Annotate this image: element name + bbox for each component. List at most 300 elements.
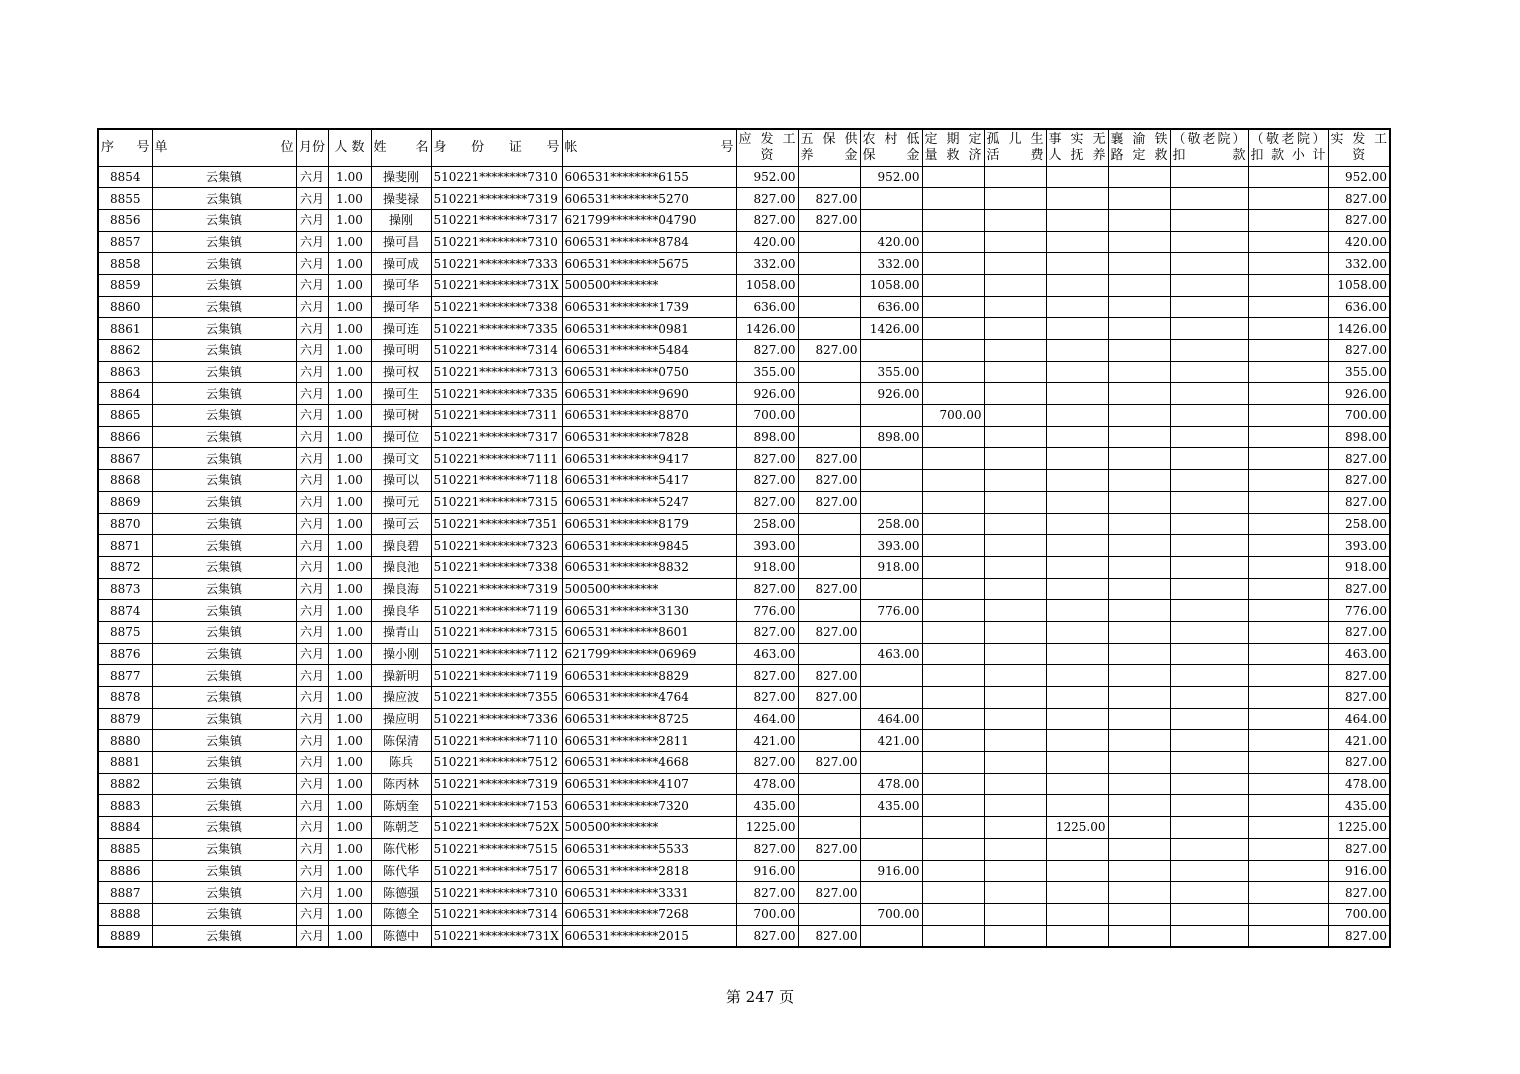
table-cell: [1108, 643, 1170, 665]
table-cell: 云集镇: [152, 752, 296, 774]
table-cell: 1.00: [328, 860, 371, 882]
table-cell: 8866: [98, 426, 152, 448]
table-cell: [1248, 903, 1328, 925]
table-cell: 510221********7319: [431, 578, 562, 600]
column-header: [1170, 129, 1248, 166]
table-cell: 8887: [98, 882, 152, 904]
column-header: [1046, 129, 1108, 166]
table-cell: 六月: [296, 643, 328, 665]
table-cell: [984, 426, 1046, 448]
table-cell: 操应明: [371, 708, 431, 730]
table-cell: 952.00: [860, 166, 922, 188]
table-cell: [1046, 860, 1108, 882]
table-cell: [1248, 405, 1328, 427]
table-cell: [1248, 188, 1328, 210]
table-row: [98, 383, 1390, 405]
table-cell: 8862: [98, 340, 152, 362]
table-cell: [984, 817, 1046, 839]
table-cell: 510221********7512: [431, 752, 562, 774]
table-row: [98, 708, 1390, 730]
table-cell: 8861: [98, 318, 152, 340]
table-row: [98, 513, 1390, 535]
table-cell: [1248, 773, 1328, 795]
table-cell: 操良海: [371, 578, 431, 600]
table-cell: [922, 578, 984, 600]
table-cell: 606531********8784: [562, 231, 736, 253]
table-cell: [1248, 209, 1328, 231]
column-header-label: 帐: [564, 139, 578, 155]
table-cell: [1108, 665, 1170, 687]
table-cell: [1248, 166, 1328, 188]
table-cell: [798, 383, 860, 405]
table-cell: [1170, 621, 1248, 643]
table-cell: [1248, 817, 1328, 839]
table-cell: [922, 491, 984, 513]
column-header-label: 扣 款: [1172, 147, 1246, 163]
table-cell: 六月: [296, 426, 328, 448]
table-cell: 8856: [98, 209, 152, 231]
table-cell: [1170, 188, 1248, 210]
table-cell: 827.00: [1328, 882, 1390, 904]
table-cell: [1108, 838, 1170, 860]
table-cell: [1046, 209, 1108, 231]
table-cell: [860, 578, 922, 600]
column-header-label: 事 实 无: [1048, 131, 1106, 147]
table-cell: 云集镇: [152, 405, 296, 427]
table-cell: 435.00: [1328, 795, 1390, 817]
table-cell: 8868: [98, 470, 152, 492]
column-header-label: 身: [433, 139, 447, 155]
table-cell: 云集镇: [152, 513, 296, 535]
table-cell: [1046, 535, 1108, 557]
table-cell: 8864: [98, 383, 152, 405]
table-cell: [922, 665, 984, 687]
table-cell: 六月: [296, 687, 328, 709]
table-header: [98, 129, 1390, 166]
table-cell: 606531********4107: [562, 773, 736, 795]
table-cell: [1170, 600, 1248, 622]
table-cell: 操可成: [371, 253, 431, 275]
table-cell: [1046, 708, 1108, 730]
table-cell: 云集镇: [152, 383, 296, 405]
table-cell: [1170, 882, 1248, 904]
column-header-label: 号: [546, 139, 560, 155]
table-cell: [1170, 535, 1248, 557]
table-cell: [1046, 621, 1108, 643]
table-cell: 8886: [98, 860, 152, 882]
table-cell: 1.00: [328, 188, 371, 210]
table-cell: [1170, 817, 1248, 839]
table-cell: [984, 903, 1046, 925]
table-cell: 1.00: [328, 448, 371, 470]
table-cell: 606531********5533: [562, 838, 736, 860]
table-cell: 606531********5417: [562, 470, 736, 492]
table-cell: [860, 752, 922, 774]
table-cell: 操可元: [371, 491, 431, 513]
table-cell: 8854: [98, 166, 152, 188]
table-cell: 464.00: [860, 708, 922, 730]
table-cell: 510221********7314: [431, 903, 562, 925]
table-cell: [922, 752, 984, 774]
table-cell: [1170, 361, 1248, 383]
table-cell: [1170, 903, 1248, 925]
table-cell: 918.00: [1328, 556, 1390, 578]
table-cell: 陈代华: [371, 860, 431, 882]
table-cell: 1426.00: [736, 318, 798, 340]
table-cell: [1248, 274, 1328, 296]
table-cell: [798, 903, 860, 925]
table-cell: 926.00: [1328, 383, 1390, 405]
table-cell: 六月: [296, 882, 328, 904]
table-cell: [1046, 188, 1108, 210]
table-cell: 1.00: [328, 903, 371, 925]
table-cell: [798, 405, 860, 427]
table-cell: [922, 231, 984, 253]
table-row: [98, 188, 1390, 210]
table-cell: [1046, 426, 1108, 448]
page-number: 247: [745, 988, 775, 1006]
table-cell: [984, 925, 1046, 947]
table-cell: [922, 621, 984, 643]
table-cell: 操青山: [371, 621, 431, 643]
table-cell: [984, 405, 1046, 427]
table-cell: [1108, 621, 1170, 643]
table-cell: [1170, 209, 1248, 231]
table-cell: [1108, 795, 1170, 817]
table-cell: 827.00: [1328, 621, 1390, 643]
table-cell: [1248, 340, 1328, 362]
table-cell: [860, 838, 922, 860]
table-cell: [1108, 817, 1170, 839]
table-row: [98, 274, 1390, 296]
table-row: [98, 166, 1390, 188]
table-cell: 606531********4764: [562, 687, 736, 709]
table-cell: 云集镇: [152, 470, 296, 492]
column-header-label: 农 村 低: [862, 131, 920, 147]
table-cell: [798, 773, 860, 795]
table-cell: [1108, 752, 1170, 774]
table-cell: 510221********7110: [431, 730, 562, 752]
table-cell: 606531********0750: [562, 361, 736, 383]
table-cell: 1.00: [328, 643, 371, 665]
table-cell: 510221********7335: [431, 318, 562, 340]
table-cell: 1058.00: [736, 274, 798, 296]
table-row: [98, 296, 1390, 318]
table-cell: 827.00: [798, 448, 860, 470]
table-cell: 827.00: [736, 578, 798, 600]
table-cell: [984, 448, 1046, 470]
table-cell: [922, 795, 984, 817]
table-cell: [1108, 730, 1170, 752]
table-cell: 8875: [98, 621, 152, 643]
table-cell: 827.00: [736, 209, 798, 231]
table-cell: 510221********7319: [431, 773, 562, 795]
table-cell: 1426.00: [860, 318, 922, 340]
table-cell: 926.00: [736, 383, 798, 405]
table-cell: [1108, 903, 1170, 925]
column-header: [328, 129, 371, 166]
table-cell: 云集镇: [152, 188, 296, 210]
table-cell: [1248, 621, 1328, 643]
table-cell: 827.00: [736, 882, 798, 904]
table-cell: [798, 513, 860, 535]
table-cell: 510221********7338: [431, 296, 562, 318]
table-cell: 六月: [296, 730, 328, 752]
table-cell: 8860: [98, 296, 152, 318]
table-cell: 1.00: [328, 535, 371, 557]
table-cell: [1046, 340, 1108, 362]
column-header: [1248, 129, 1328, 166]
table-cell: 827.00: [798, 621, 860, 643]
table-cell: 操可以: [371, 470, 431, 492]
table-cell: 606531********8601: [562, 621, 736, 643]
table-cell: 1.00: [328, 600, 371, 622]
table-cell: 510221********7336: [431, 708, 562, 730]
table-cell: 六月: [296, 600, 328, 622]
table-cell: 827.00: [798, 578, 860, 600]
table-cell: 916.00: [736, 860, 798, 882]
table-row: [98, 621, 1390, 643]
table-cell: [1108, 296, 1170, 318]
table-cell: 621799********06969: [562, 643, 736, 665]
table-cell: [860, 209, 922, 231]
table-cell: 1.00: [328, 274, 371, 296]
table-cell: 827.00: [1328, 578, 1390, 600]
table-cell: 1.00: [328, 556, 371, 578]
table-cell: [1046, 882, 1108, 904]
table-cell: [1170, 318, 1248, 340]
table-cell: [984, 209, 1046, 231]
table-cell: 1426.00: [1328, 318, 1390, 340]
table-cell: 827.00: [736, 687, 798, 709]
table-cell: 393.00: [860, 535, 922, 557]
table-cell: 六月: [296, 253, 328, 275]
table-cell: 六月: [296, 448, 328, 470]
table-cell: [922, 882, 984, 904]
table-cell: [1108, 231, 1170, 253]
table-cell: [798, 361, 860, 383]
table-cell: [798, 535, 860, 557]
table-row: [98, 253, 1390, 275]
table-cell: 操刚: [371, 209, 431, 231]
column-header-label: 位: [280, 139, 294, 155]
table-cell: 操可连: [371, 318, 431, 340]
table-cell: 510221********7351: [431, 513, 562, 535]
table-cell: 606531********9690: [562, 383, 736, 405]
table-row: [98, 752, 1390, 774]
table-cell: 700.00: [1328, 405, 1390, 427]
table-cell: 435.00: [736, 795, 798, 817]
table-cell: [1170, 643, 1248, 665]
table-cell: 827.00: [736, 752, 798, 774]
table-cell: 510221********7333: [431, 253, 562, 275]
table-cell: 8878: [98, 687, 152, 709]
table-cell: 1.00: [328, 621, 371, 643]
column-header-label: 量 救 济: [924, 147, 982, 163]
table-cell: 云集镇: [152, 838, 296, 860]
table-cell: 776.00: [1328, 600, 1390, 622]
table-cell: [1248, 925, 1328, 947]
table-cell: [798, 730, 860, 752]
column-header-label: （敬老院）: [1250, 131, 1326, 147]
table-cell: 六月: [296, 405, 328, 427]
table-cell: [1108, 535, 1170, 557]
table-cell: 8872: [98, 556, 152, 578]
table-cell: 918.00: [860, 556, 922, 578]
column-header: [860, 129, 922, 166]
column-header-label: 实 发 工: [1330, 131, 1387, 147]
table-cell: [1248, 231, 1328, 253]
table-cell: 8859: [98, 274, 152, 296]
table-cell: [1046, 643, 1108, 665]
table-cell: [922, 556, 984, 578]
table-cell: [1248, 860, 1328, 882]
table-row: [98, 340, 1390, 362]
table-cell: 操可树: [371, 405, 431, 427]
table-cell: [1170, 556, 1248, 578]
table-cell: 1.00: [328, 817, 371, 839]
table-cell: 六月: [296, 773, 328, 795]
table-cell: 六月: [296, 752, 328, 774]
table-cell: 827.00: [798, 925, 860, 947]
table-cell: [860, 687, 922, 709]
table-cell: 云集镇: [152, 708, 296, 730]
table-cell: 420.00: [860, 231, 922, 253]
table-cell: 510221********7153: [431, 795, 562, 817]
table-cell: 操良华: [371, 600, 431, 622]
table-cell: 8870: [98, 513, 152, 535]
table-cell: [860, 882, 922, 904]
column-header-label: 证: [508, 139, 522, 155]
table-cell: 六月: [296, 383, 328, 405]
table-cell: [984, 253, 1046, 275]
table-cell: [1170, 405, 1248, 427]
table-cell: [798, 643, 860, 665]
table-cell: 510221********7311: [431, 405, 562, 427]
page-suffix: 页: [779, 988, 795, 1006]
table-cell: [860, 491, 922, 513]
table-body: [98, 166, 1390, 947]
table-cell: 827.00: [1328, 665, 1390, 687]
table-cell: 六月: [296, 296, 328, 318]
table-cell: [1046, 665, 1108, 687]
table-cell: 1.00: [328, 730, 371, 752]
table-cell: [1108, 578, 1170, 600]
table-cell: 操可华: [371, 296, 431, 318]
table-cell: 827.00: [798, 470, 860, 492]
table-row: [98, 600, 1390, 622]
table-cell: 478.00: [736, 773, 798, 795]
table-cell: [1248, 491, 1328, 513]
table-cell: 636.00: [860, 296, 922, 318]
table-cell: 操斐刚: [371, 166, 431, 188]
table-cell: [984, 687, 1046, 709]
table-row: [98, 643, 1390, 665]
table-cell: [922, 318, 984, 340]
table-cell: 云集镇: [152, 296, 296, 318]
table-cell: [1046, 600, 1108, 622]
table-cell: 操新明: [371, 665, 431, 687]
table-cell: [922, 903, 984, 925]
table-row: [98, 578, 1390, 600]
table-cell: 393.00: [1328, 535, 1390, 557]
table-cell: 六月: [296, 166, 328, 188]
table-cell: [1248, 838, 1328, 860]
table-cell: 827.00: [736, 621, 798, 643]
table-cell: [922, 383, 984, 405]
table-cell: 六月: [296, 318, 328, 340]
table-cell: 700.00: [1328, 903, 1390, 925]
table-cell: [922, 448, 984, 470]
table-cell: 898.00: [860, 426, 922, 448]
table-cell: 827.00: [1328, 687, 1390, 709]
table-cell: [1248, 578, 1328, 600]
table-cell: [798, 860, 860, 882]
column-header-label: 号: [136, 139, 150, 155]
table-row: [98, 925, 1390, 947]
table-cell: 六月: [296, 274, 328, 296]
table-cell: [922, 773, 984, 795]
table-cell: 六月: [296, 340, 328, 362]
table-cell: 六月: [296, 535, 328, 557]
table-cell: [798, 556, 860, 578]
table-cell: 510221********731X: [431, 274, 562, 296]
table-cell: 云集镇: [152, 817, 296, 839]
table-cell: [1046, 513, 1108, 535]
table-cell: 操可文: [371, 448, 431, 470]
page-footer: [0, 986, 1520, 1007]
table-cell: 1225.00: [1328, 817, 1390, 839]
table-cell: 478.00: [1328, 773, 1390, 795]
column-header: [296, 129, 328, 166]
table-cell: 776.00: [860, 600, 922, 622]
table-cell: [1108, 361, 1170, 383]
table-cell: 陈朝芝: [371, 817, 431, 839]
table-cell: 8876: [98, 643, 152, 665]
table-cell: 510221********7119: [431, 665, 562, 687]
table-cell: [984, 773, 1046, 795]
table-cell: 1.00: [328, 426, 371, 448]
table-cell: 六月: [296, 491, 328, 513]
table-cell: [1108, 556, 1170, 578]
table-cell: 8867: [98, 448, 152, 470]
table-row: [98, 817, 1390, 839]
table-cell: 700.00: [922, 405, 984, 427]
table-cell: [1170, 773, 1248, 795]
table-cell: [1046, 166, 1108, 188]
column-header-label: 序: [101, 139, 115, 155]
table-cell: [1170, 253, 1248, 275]
table-cell: [1170, 383, 1248, 405]
table-cell: 陈兵: [371, 752, 431, 774]
table-cell: 421.00: [1328, 730, 1390, 752]
table-cell: 827.00: [736, 491, 798, 513]
table-cell: [984, 708, 1046, 730]
table-cell: [1046, 361, 1108, 383]
column-header-label: 月份: [298, 139, 325, 155]
table-cell: [1108, 188, 1170, 210]
table-cell: [798, 231, 860, 253]
table-cell: 606531********8870: [562, 405, 736, 427]
table-cell: [1046, 491, 1108, 513]
table-cell: [922, 470, 984, 492]
table-cell: 云集镇: [152, 253, 296, 275]
table-cell: [798, 318, 860, 340]
table-cell: 8857: [98, 231, 152, 253]
table-cell: 916.00: [1328, 860, 1390, 882]
table-cell: 1.00: [328, 882, 371, 904]
table-cell: 606531********9845: [562, 535, 736, 557]
